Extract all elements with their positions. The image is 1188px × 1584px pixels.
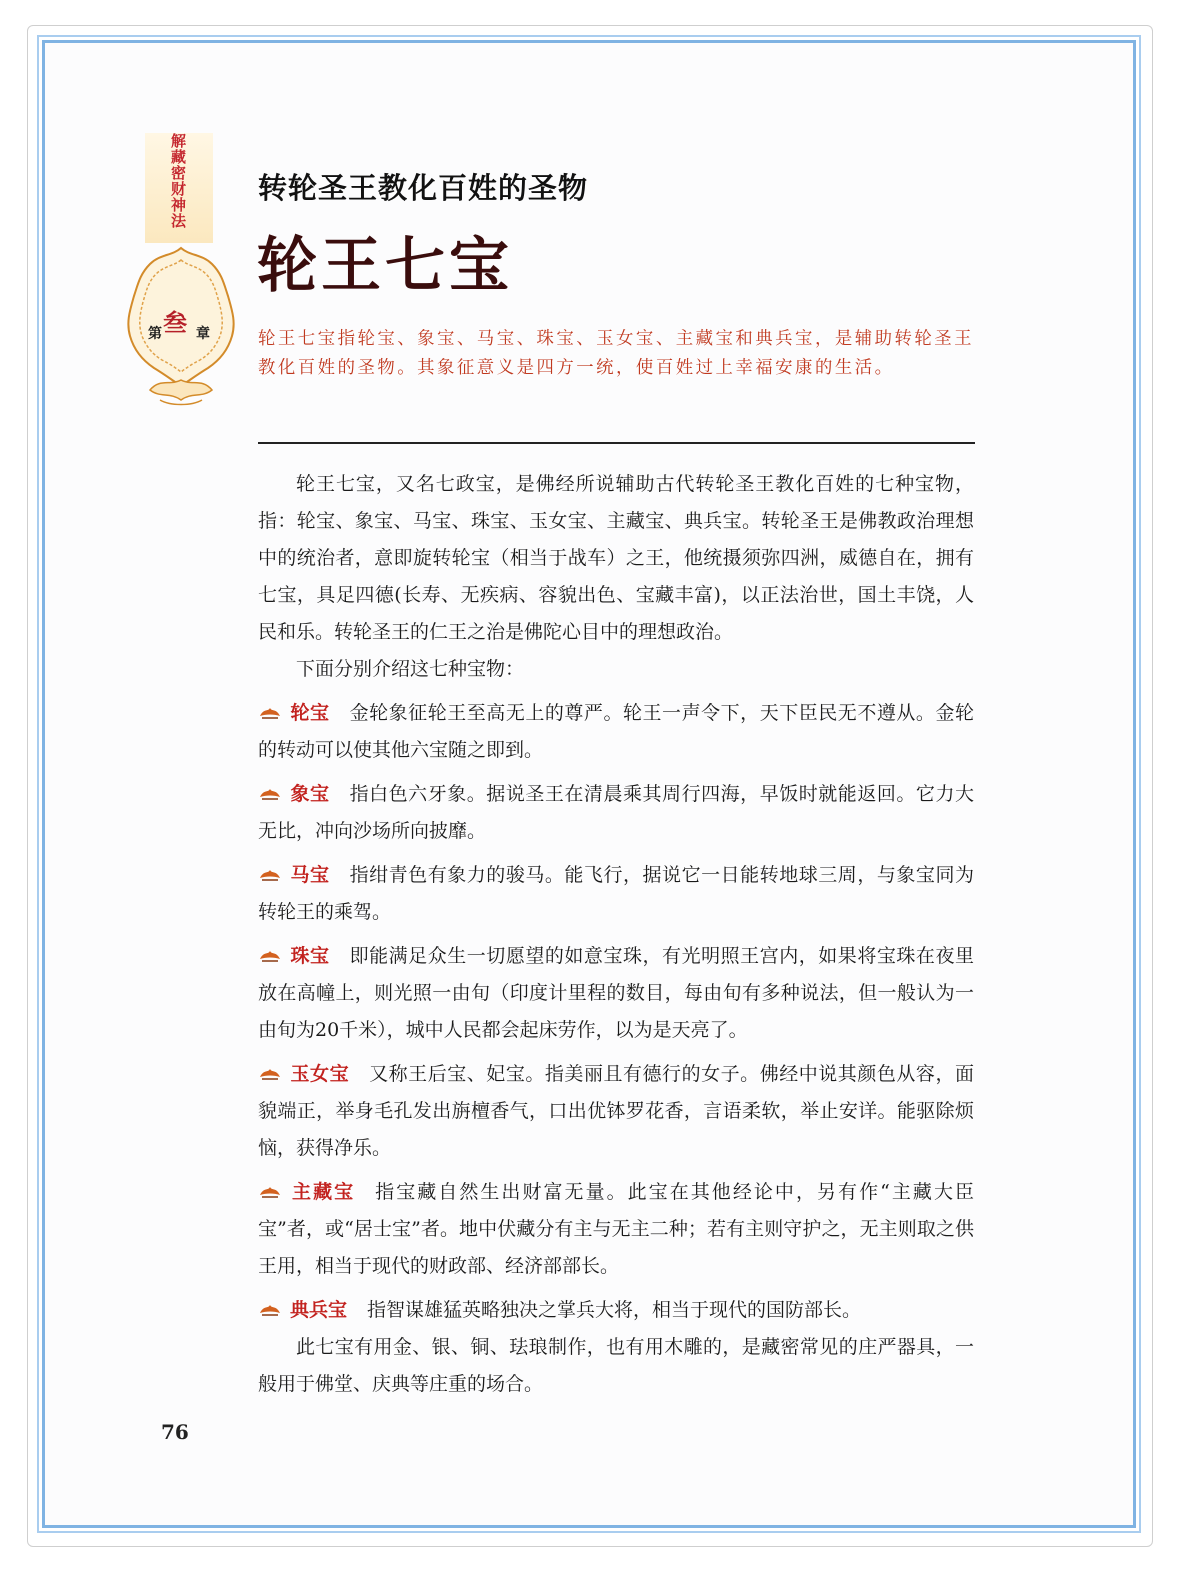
treasure-name: 珠宝 [290,945,330,967]
treasure-item [258,776,974,850]
treasure-item [258,695,974,769]
treasure-name: 象宝 [290,783,330,805]
chapter-number: 叁 [163,309,187,337]
lotus-bullet-icon [258,1185,282,1199]
page-number: 76 [161,1420,189,1444]
treasure-text: 指智谋雄猛英略独决之掌兵大将，相当于现代的国防部长。 [367,1299,862,1321]
treasure-item [258,1056,974,1167]
treasure-item [258,1292,974,1329]
lotus-bullet-icon [258,1303,282,1317]
article-body [258,466,974,1403]
treasure-name: 典兵宝 [290,1299,348,1321]
intro-paragraph: 轮王七宝指轮宝、象宝、马宝、珠宝、玉女宝、主藏宝和典兵宝，是辅助转轮圣王教化百姓的圣物。其象征意义是四方一统，使百姓过上幸福安康的生活。 [258,329,975,378]
page-subtitle: 转轮圣王教化百姓的圣物 [258,171,589,205]
chapter-suffix: 章 [196,326,210,342]
section-divider [258,442,975,444]
lotus-bullet-icon [258,1067,282,1081]
treasure-name: 马宝 [290,864,330,886]
treasure-text: 指宝藏自然生出财富无量。此宝在其他经论中，另有作“主藏大臣宝”者，或“居士宝”者。地中伏藏分有主与无主二种；若有主则守护之，无主则取之供王用，相当于现代的财政部、经济部部长。 [258,1181,974,1277]
body-paragraph-last: 此七宝有用金、银、铜、珐琅制作，也有用木雕的，是藏密常见的庄严器具，一般用于佛堂、庆典等庄重的场合。 [258,1336,974,1395]
treasure-name: 玉女宝 [290,1063,350,1085]
body-paragraph-1: 轮王七宝，又名七政宝，是佛经所说辅助古代转轮圣王教化百姓的七种宝物，指：轮宝、象宝、马宝、珠宝、玉女宝、主藏宝、典兵宝。转轮圣王是佛教政治理想中的统治者，意即旋转轮宝（相当于战车）之王，他统摄须弥四洲，威德自在，拥有七宝，具足四德(长寿、无疾病、容貌出色、宝藏丰富)，以正法治世，国土丰饶，人民和乐。转轮圣王的仁王之治是佛陀心目中的理想政治。 [258,473,974,643]
treasure-text: 指白色六牙象。据说圣王在清晨乘其周行四海，早饭时就能返回。它力大无比，冲向沙场所向披靡。 [258,783,974,842]
side-book-title: 解藏密财神法 [169,133,187,229]
body-paragraph-2: 下面分别介绍这七种宝物： [296,658,525,680]
lotus-bullet-icon [258,868,282,882]
lotus-bullet-icon [258,787,282,801]
page-title: 轮王七宝 [257,231,513,301]
lotus-bullet-icon [258,949,282,963]
treasure-item [258,857,974,931]
chapter-prefix: 第 [148,326,162,342]
treasure-name: 轮宝 [290,702,330,724]
treasure-text: 金轮象征轮王至高无上的尊严。轮王一声令下，天下臣民无不遵从。金轮的转动可以使其他六宝随之即到。 [258,702,974,761]
lotus-bullet-icon [258,706,282,720]
treasure-item [258,1174,974,1285]
treasure-item [258,938,974,1049]
treasure-name: 主藏宝 [290,1181,356,1203]
treasure-text: 指绀青色有象力的骏马。能飞行，据说它一日能转地球三周，与象宝同为转轮王的乘驾。 [258,864,974,923]
treasure-text: 即能满足众生一切愿望的如意宝珠，有光明照王宫内，如果将宝珠在夜里放在高幢上，则光照一由旬（印度计里程的数目，每由旬有多种说法，但一般认为一由旬为20千米），城中人民都会起床劳作，以为是天亮了。 [258,945,974,1041]
treasure-text: 又称王后宝、妃宝。指美丽且有德行的女子。佛经中说其颜色从容，面貌端正，举身毛孔发出旃檀香气，口出优钵罗花香，言语柔软，举止安详。能驱除烦恼，获得净乐。 [258,1063,974,1159]
